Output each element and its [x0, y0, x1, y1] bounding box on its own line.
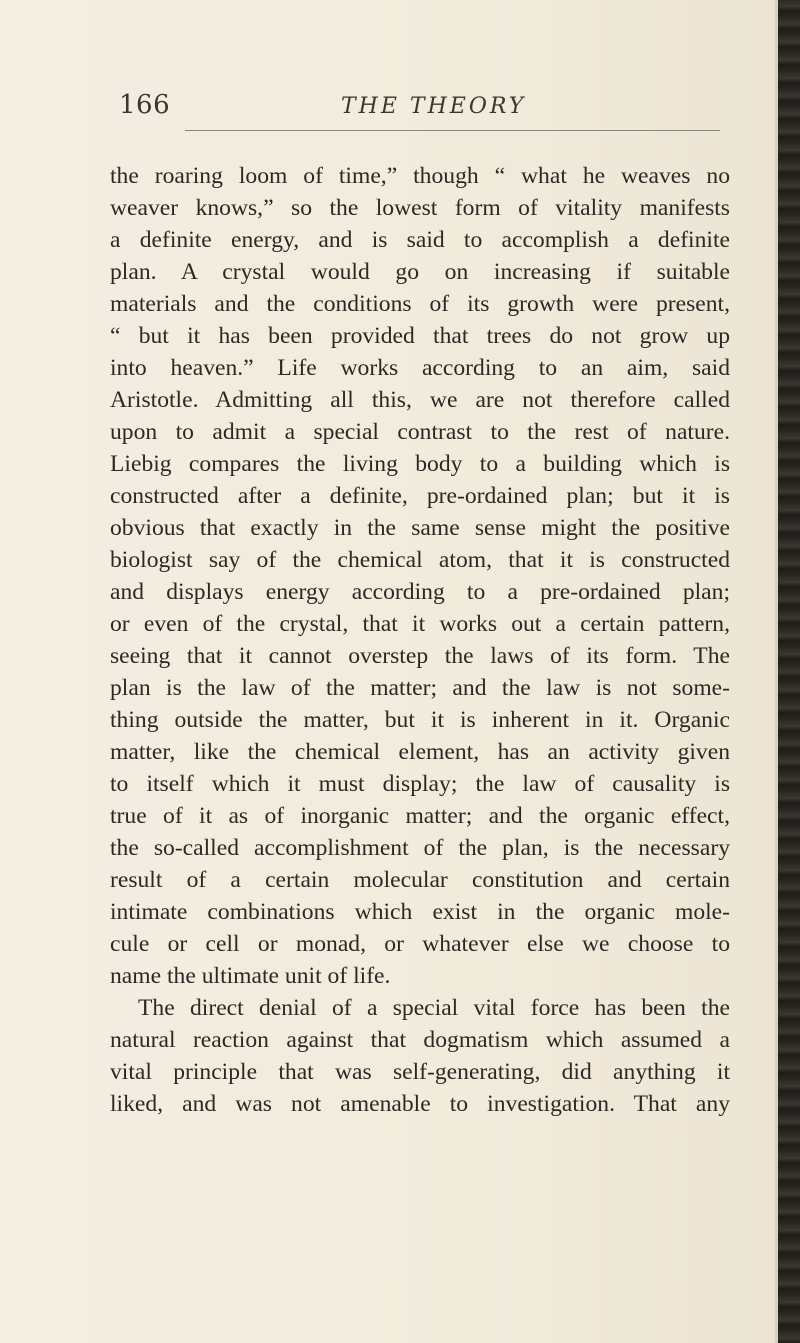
page-edge-shadow [775, 0, 800, 1343]
text-line: The direct denial of a special vital force has been the [138, 995, 730, 1021]
text-line: or even of the crystal, that it works out a certain pattern, [110, 611, 730, 637]
running-head: THE THEORY [341, 94, 527, 119]
text-line: liked, and was not amenable to investigation. That any [110, 1091, 730, 1117]
text-line: intimate combinations which exist in the organic mole- [110, 899, 730, 925]
text-line: seeing that it cannot overstep the laws of its form. The [110, 643, 730, 669]
text-line: thing outside the matter, but it is inherent in it. Organic [110, 707, 730, 733]
text-line: Liebig compares the living body to a building which is [110, 451, 730, 477]
text-line: to itself which it must display; the law of causality is [110, 771, 730, 797]
text-line: the so-called accomplishment of the plan, is the necessary [110, 835, 730, 861]
page-number: 166 [119, 90, 171, 120]
body-text [110, 160, 730, 1120]
text-line: plan is the law of the matter; and the law is not some- [110, 675, 730, 701]
text-line: biologist say of the chemical atom, that it is constructed [110, 547, 730, 573]
text-line: matter, like the chemical element, has an activity given [110, 739, 730, 765]
text-line: materials and the conditions of its growth were present, [110, 291, 730, 317]
text-line: cule or cell or monad, or whatever else we choose to [110, 931, 730, 957]
text-line: a definite energy, and is said to accomplish a definite [110, 227, 730, 253]
text-line: the roaring loom of time,” though “ what he weaves no [110, 163, 730, 189]
text-line: into heaven.” Life works according to an aim, said [110, 355, 730, 381]
text-line: Aristotle. Admitting all this, we are not therefore called [110, 387, 730, 413]
text-line: weaver knows,” so the lowest form of vitality manifests [110, 195, 730, 221]
text-line: obvious that exactly in the same sense might the positive [110, 515, 730, 541]
text-line: vital principle that was self-generating, did anything it [110, 1059, 730, 1085]
text-line: and displays energy according to a pre-ordained plan; [110, 579, 730, 605]
text-line: constructed after a definite, pre-ordained plan; but it is [110, 483, 730, 509]
header-rule [185, 130, 720, 131]
page-header [119, 90, 719, 130]
text-line: upon to admit a special contrast to the rest of nature. [110, 419, 730, 445]
text-line: result of a certain molecular constitution and certain [110, 867, 730, 893]
text-line: true of it as of inorganic matter; and the organic effect, [110, 803, 730, 829]
text-line: plan. A crystal would go on increasing if suitable [110, 259, 730, 285]
text-line: natural reaction against that dogmatism which assumed a [110, 1027, 730, 1053]
text-line: name the ultimate unit of life. [110, 963, 391, 989]
text-line: “ but it has been provided that trees do not grow up [110, 323, 730, 349]
